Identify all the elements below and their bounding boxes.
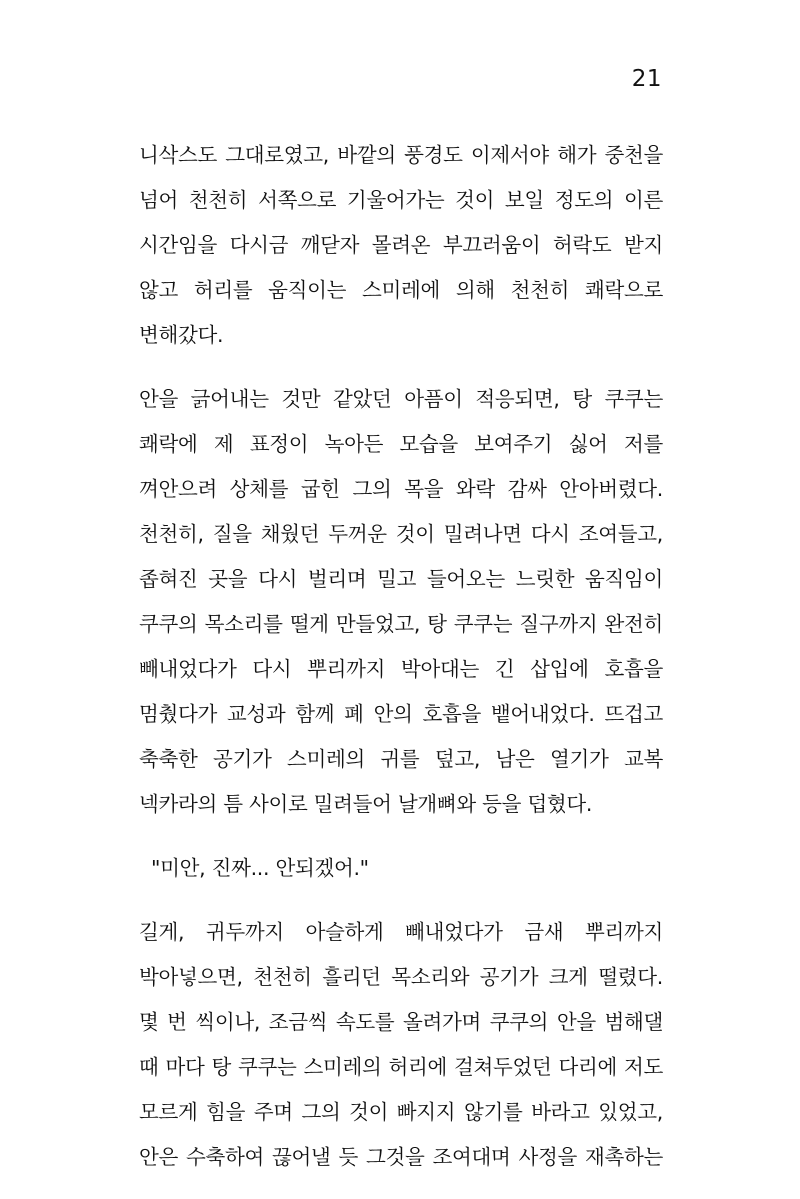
text-line: "미안, 진짜... 안되겠어." (151, 856, 369, 880)
paragraph-2 (139, 377, 663, 827)
dialogue-line (139, 846, 663, 891)
text-line: 박아넣으면, 천천히 흘리던 목소리와 공기가 크게 떨렸다. (139, 965, 663, 989)
text-line: 쾌락에 제 표정이 녹아든 모습을 보여주기 싫어 저를 (139, 432, 663, 456)
text-line: 안은 수축하여 끊어낼 듯 그것을 조여대며 사정을 재촉하는 (139, 1145, 663, 1169)
text-line: 쿠쿠의 목소리를 떨게 만들었고, 탕 쿠쿠는 질구까지 완전히 (139, 612, 663, 636)
text-line: 껴안으려 상체를 굽힌 그의 목을 와락 감싸 안아버렸다. (139, 477, 663, 501)
text-line: 넥카라의 틈 사이로 밀려들어 날개뼈와 등을 덥혔다. (139, 792, 593, 816)
text-line: 빼내었다가 다시 뿌리까지 박아대는 긴 삽입에 호흡을 (139, 657, 663, 681)
text-line: 안을 긁어내는 것만 같았던 아픔이 적응되면, 탕 쿠쿠는 (139, 387, 663, 411)
text-line: 멈췄다가 교성과 함께 폐 안의 호흡을 뱉어내었다. 뜨겁고 (139, 702, 663, 726)
paragraph-3 (139, 910, 663, 1180)
text-line: 모르게 힘을 주며 그의 것이 빠지지 않기를 바라고 있었고, (139, 1100, 663, 1124)
text-line: 넘어 천천히 서쪽으로 기울어가는 것이 보일 정도의 이른 (139, 188, 663, 212)
text-line: 때 마다 탕 쿠쿠는 스미레의 허리에 걸쳐두었던 다리에 저도 (139, 1055, 663, 1079)
page-number: 21 (631, 66, 662, 92)
text-line: 몇 번 씩이나, 조금씩 속도를 올려가며 쿠쿠의 안을 범해댈 (139, 1010, 663, 1034)
text-line: 좁혀진 곳을 다시 벌리며 밀고 들어오는 느릿한 움직임이 (139, 567, 663, 591)
text-line: 않고 허리를 움직이는 스미레에 의해 천천히 쾌락으로 (139, 278, 663, 302)
text-line: 천천히, 질을 채웠던 두꺼운 것이 밀려나면 다시 조여들고, (139, 522, 663, 546)
text-line: 시간임을 다시금 깨닫자 몰려온 부끄러움이 허락도 받지 (139, 233, 663, 257)
body-text (139, 133, 663, 1199)
text-line: 길게, 귀두까지 아슬하게 빼내었다가 금새 뿌리까지 (139, 920, 663, 944)
paragraph-1 (139, 133, 663, 358)
text-line: 축축한 공기가 스미레의 귀를 덮고, 남은 열기가 교복 (139, 747, 663, 771)
text-line: 변해갔다. (139, 323, 224, 347)
text-line: 니삭스도 그대로였고, 바깥의 풍경도 이제서야 해가 중천을 (139, 143, 663, 167)
